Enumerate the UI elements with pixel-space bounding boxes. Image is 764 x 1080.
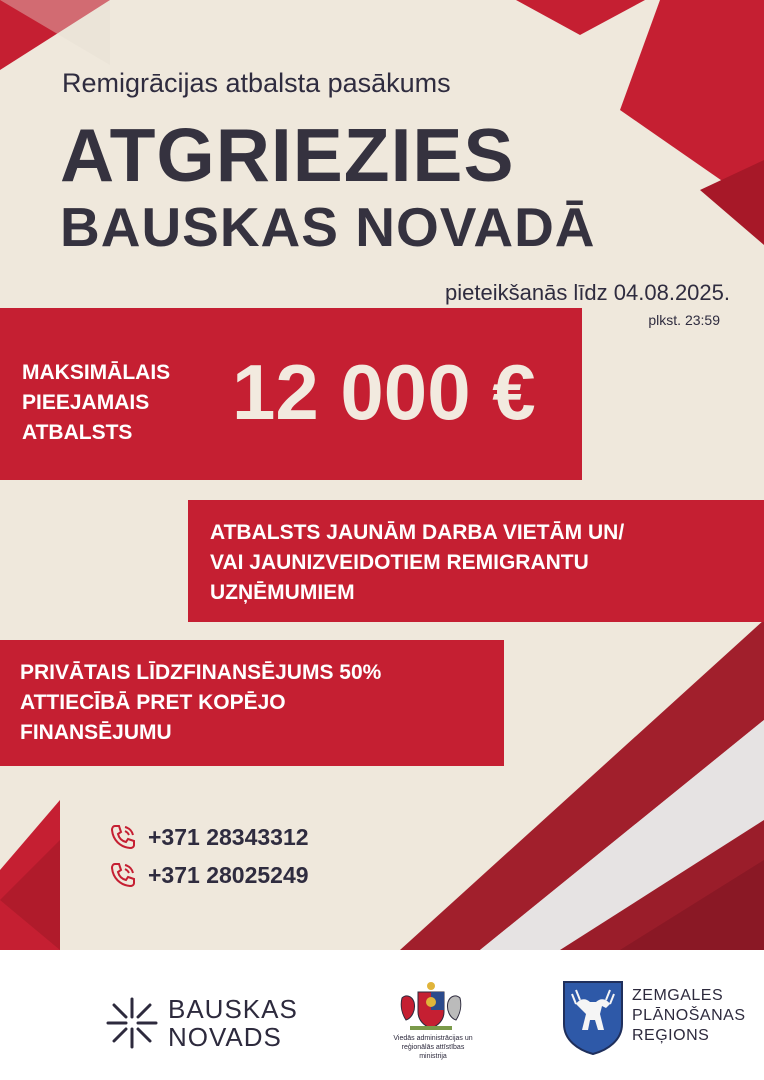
ministry-name <box>378 1034 488 1061</box>
support-label-line: MAKSIMĀLAIS <box>22 361 171 384</box>
zemgale-line: REĢIONS <box>632 1027 710 1044</box>
info-line: ATTIECĪBĀ PRET KOPĒJO <box>20 691 286 714</box>
support-label-line: PIEEJAMAIS <box>22 391 150 414</box>
info-band-jobs <box>188 500 764 622</box>
phone-number[interactable]: +371 28343312 <box>148 823 309 850</box>
zemgale-line: ZEMGALES <box>632 987 724 1004</box>
info-line: PRIVĀTAIS LĪDZFINANSĒJUMS 50% <box>20 661 382 684</box>
info-band-cofinancing <box>0 640 504 766</box>
deadline-time: plkst. 23:59 <box>648 312 720 328</box>
info-line: ATBALSTS JAUNĀM DARBA VIETĀM UN/ <box>210 521 625 544</box>
support-label <box>22 358 170 448</box>
phone-icon <box>108 822 138 852</box>
phone-number[interactable]: +371 28025249 <box>148 861 309 888</box>
support-label-line: ATBALSTS <box>22 421 133 444</box>
bauskas-novads-logo-text <box>168 995 298 1051</box>
logo-text-line: NOVADS <box>168 1022 282 1052</box>
logo-text-line: BAUSKAS <box>168 994 298 1024</box>
ministry-line: Viedās administrācijas un <box>393 1035 473 1042</box>
phone-icon <box>108 860 138 890</box>
zemgale-shield-icon <box>562 980 624 1056</box>
info-line: FINANSĒJUMU <box>20 721 172 744</box>
zemgale-line: PLĀNOŠANAS <box>632 1007 746 1024</box>
info-line: VAI JAUNIZVEIDOTIEM REMIGRANTU <box>210 551 589 574</box>
title-line-1: ATGRIEZIES <box>60 113 515 197</box>
support-band <box>0 308 582 480</box>
coat-of-arms-icon <box>396 980 466 1032</box>
phone-contact-2[interactable] <box>108 860 309 890</box>
support-amount: 12 000 € <box>232 348 536 436</box>
title-line-2: BAUSKAS NOVADĀ <box>60 196 596 258</box>
corner-shape-top-center <box>516 0 645 35</box>
subtitle: Remigrācijas atbalsta pasākums <box>62 68 451 98</box>
bauskas-novads-logo-icon <box>104 995 160 1051</box>
info-line: UZŅĒMUMIEM <box>210 581 355 604</box>
deadline: pieteikšanās līdz 04.08.2025. <box>445 280 730 305</box>
ministry-line: ministrija <box>419 1053 447 1060</box>
phone-contact-1[interactable] <box>108 822 309 852</box>
ministry-line: reģionālās attīstības <box>401 1044 465 1051</box>
zemgale-region-name <box>632 986 745 1046</box>
